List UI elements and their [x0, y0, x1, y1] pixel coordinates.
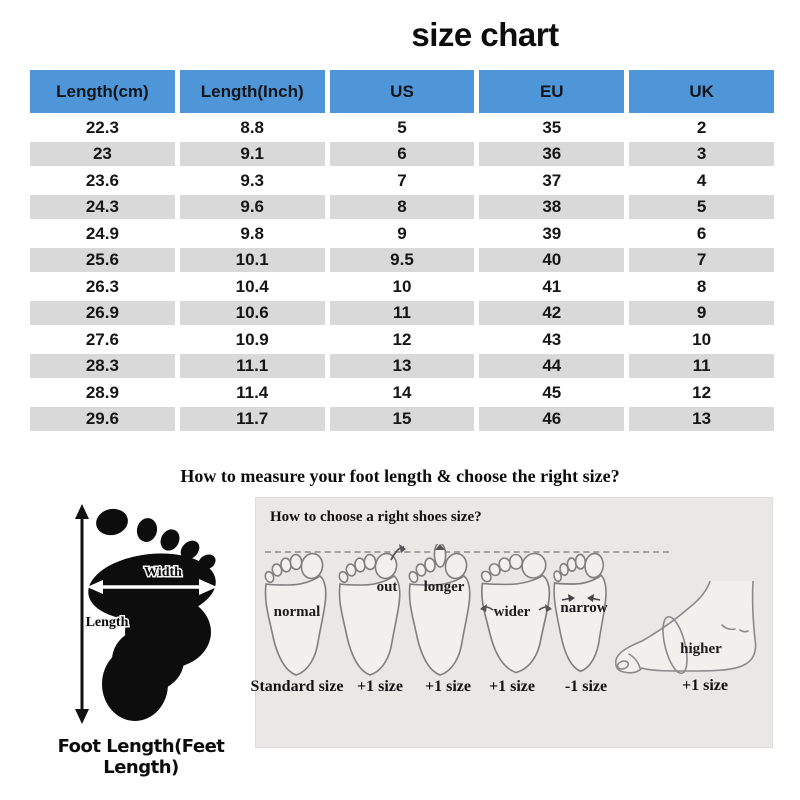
table-cell: 23	[30, 142, 175, 166]
table-cell: 27.6	[30, 328, 175, 352]
table-cell: 11.4	[180, 381, 325, 405]
table-cell: 9.6	[180, 195, 325, 219]
table-cell: 37	[479, 169, 624, 193]
foot-label-narrow: narrow	[560, 600, 608, 616]
header-cell: Length(Inch)	[180, 70, 325, 113]
table-cell: 12	[629, 381, 774, 405]
table-cell: 24.9	[30, 222, 175, 246]
table-cell: 9.3	[180, 169, 325, 193]
table-cell: 11.1	[180, 354, 325, 378]
table-cell: 10.4	[180, 275, 325, 299]
size-table-header	[30, 70, 774, 113]
table-cell: 10	[330, 275, 475, 299]
table-cell: 5	[629, 195, 774, 219]
foot-size-caption-longer: +1 size	[425, 678, 471, 695]
header-cell: EU	[479, 70, 624, 113]
table-cell: 13	[629, 407, 774, 431]
measure-heading: How to measure your foot length & choose the right size?	[180, 466, 620, 486]
width-label: Width	[144, 565, 182, 580]
table-cell: 9.1	[180, 142, 325, 166]
table-cell: 10.1	[180, 248, 325, 272]
table-cell: 3	[629, 142, 774, 166]
header-cell: US	[330, 70, 475, 113]
page-title: size chart	[411, 16, 559, 53]
foot-size-caption-wider: +1 size	[489, 678, 535, 695]
table-cell: 29.6	[30, 407, 175, 431]
table-cell: 36	[479, 142, 624, 166]
table-cell: 23.6	[30, 169, 175, 193]
table-cell: 11.7	[180, 407, 325, 431]
table-cell: 38	[479, 195, 624, 219]
table-cell: 5	[330, 116, 475, 140]
table-cell: 25.6	[30, 248, 175, 272]
table-cell: 9.5	[330, 248, 475, 272]
table-cell: 41	[479, 275, 624, 299]
foot-label-longer: longer	[423, 579, 465, 595]
table-cell: 22.3	[30, 116, 175, 140]
table-cell: 9	[330, 222, 475, 246]
length-label: Length	[85, 615, 129, 630]
table-cell: 43	[479, 328, 624, 352]
foot-label-out: out	[376, 579, 398, 595]
table-cell: 2	[629, 116, 774, 140]
size-table	[30, 70, 774, 431]
table-cell: 7	[330, 169, 475, 193]
table-cell: 8	[629, 275, 774, 299]
foot-longer-drawing	[407, 544, 473, 678]
table-cell: 44	[479, 354, 624, 378]
table-cell: 11	[330, 301, 475, 325]
table-cell: 42	[479, 301, 624, 325]
size-table-body	[30, 116, 774, 432]
table-cell: 35	[479, 116, 624, 140]
foot-label-wider: wider	[493, 604, 531, 620]
table-cell: 14	[330, 381, 475, 405]
table-cell: 6	[629, 222, 774, 246]
table-cell: 6	[330, 142, 475, 166]
foot-label-normal: normal	[273, 604, 321, 620]
table-cell: 8	[330, 195, 475, 219]
table-cell: 24.3	[30, 195, 175, 219]
table-cell: 10	[629, 328, 774, 352]
choose-panel-heading: How to choose a right shoes size?	[270, 509, 482, 525]
header-cell: UK	[629, 70, 774, 113]
table-cell: 28.9	[30, 381, 175, 405]
foot-size-caption-higher: +1 size	[682, 677, 728, 694]
table-cell: 39	[479, 222, 624, 246]
table-cell: 12	[330, 328, 475, 352]
out-arrow	[391, 544, 406, 560]
table-cell: 8.8	[180, 116, 325, 140]
table-cell: 15	[330, 407, 475, 431]
foot-measure-diagram	[35, 502, 255, 737]
table-cell: 28.3	[30, 354, 175, 378]
foot-label-higher: higher	[680, 641, 722, 657]
table-cell: 40	[479, 248, 624, 272]
table-cell: 9.8	[180, 222, 325, 246]
foot-out-drawing	[335, 544, 407, 678]
table-cell: 11	[629, 354, 774, 378]
foot-length-caption: Foot Length(Feet Length)	[57, 736, 225, 778]
table-cell: 26.3	[30, 275, 175, 299]
table-cell: 10.6	[180, 301, 325, 325]
length-arrow	[75, 504, 89, 724]
table-cell: 13	[330, 354, 475, 378]
foot-size-caption-out: +1 size	[357, 678, 403, 695]
table-cell: 46	[479, 407, 624, 431]
table-cell: 10.9	[180, 328, 325, 352]
foot-size-caption-narrow: -1 size	[564, 678, 608, 695]
foot-size-caption-normal: Standard size	[250, 678, 344, 695]
table-cell: 45	[479, 381, 624, 405]
footprint-drawing	[35, 502, 255, 737]
table-cell: 9	[629, 301, 774, 325]
foot-higher-drawing	[610, 581, 760, 679]
header-cell: Length(cm)	[30, 70, 175, 113]
table-cell: 7	[629, 248, 774, 272]
table-cell: 26.9	[30, 301, 175, 325]
choose-size-panel	[250, 497, 773, 748]
table-cell: 4	[629, 169, 774, 193]
